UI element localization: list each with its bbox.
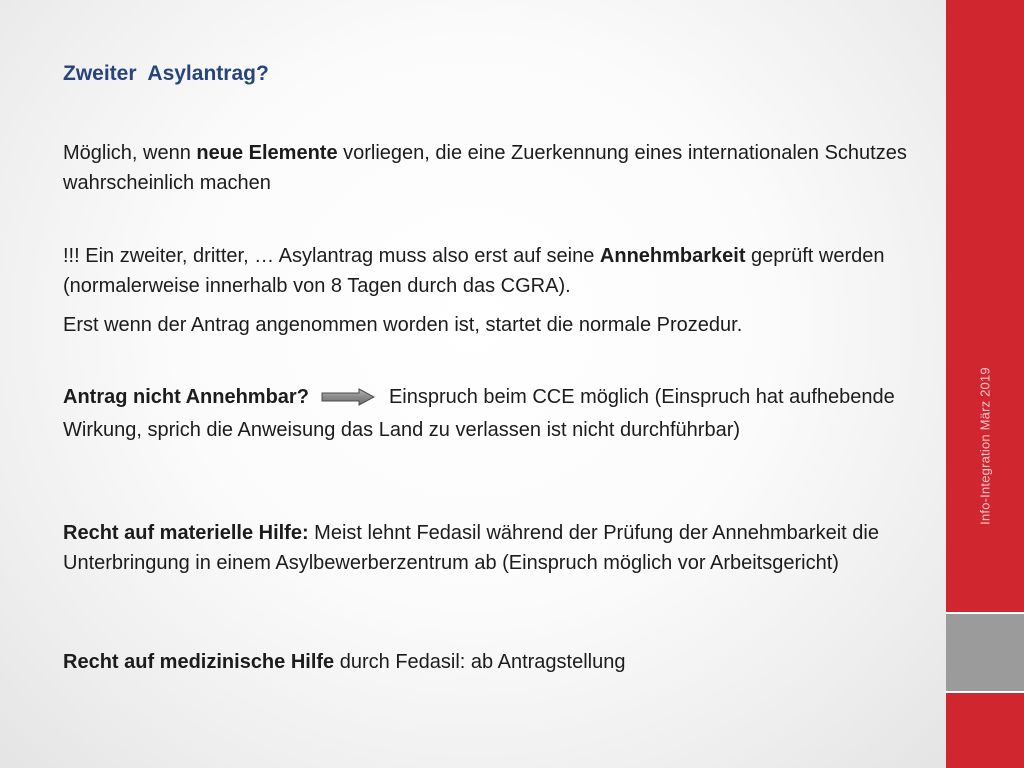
paragraph-text: Meist lehnt Fedasil während der Prüfung der Annehmbarkeit die Unterbringung in einem Asylbewerberzentrum ab (Einspruch möglich vor Arbeitsgericht) (63, 522, 879, 574)
paragraph-new-elements (63, 138, 923, 198)
bold-phrase: Recht auf medizinische Hilfe (63, 651, 335, 673)
paragraph-text: geprüft werden (normalerweise innerhalb von 8 Tagen durch das CGRA). (63, 245, 885, 297)
bold-phrase: Annehmbarkeit (599, 245, 746, 267)
right-arrow-icon (321, 385, 375, 415)
bold-phrase: Recht auf materielle Hilfe: (63, 522, 309, 544)
paragraph-text: vorliegen, die eine Zuerkennung eines internationalen Schutzes wahrscheinlich machen (63, 142, 907, 194)
sidebar-gray-block (946, 614, 1024, 691)
bold-phrase: neue Elemente (196, 142, 338, 164)
paragraph-admissibility (63, 241, 923, 301)
paragraph-text: Erst wenn der Antrag angenommen worden ist, startet die normale Prozedur. (63, 314, 743, 336)
sidebar-label: Info-Integration März 2019 (977, 367, 993, 525)
paragraph-not-admissible (63, 382, 923, 445)
paragraph-medical-aid (63, 647, 923, 677)
paragraph-text: durch Fedasil: ab Antragstellung (334, 651, 626, 673)
bold-phrase: Antrag nicht Annehmbar? (63, 386, 309, 408)
paragraph-material-aid (63, 518, 923, 578)
paragraph-normal-procedure (63, 310, 923, 340)
paragraph-text: !!! Ein zweiter, dritter, … Asylantrag muss also erst auf seine (63, 245, 600, 267)
sidebar-divider-bottom (946, 691, 1024, 693)
slide-title: Zweiter Asylantrag? (63, 62, 269, 85)
paragraph-text: Einspruch beim CCE möglich (Einspruch hat aufhebende Wirkung, sprich die Anweisung das Land zu verlassen ist nicht durchführbar) (63, 386, 895, 441)
paragraph-text: Möglich, wenn (63, 142, 197, 164)
